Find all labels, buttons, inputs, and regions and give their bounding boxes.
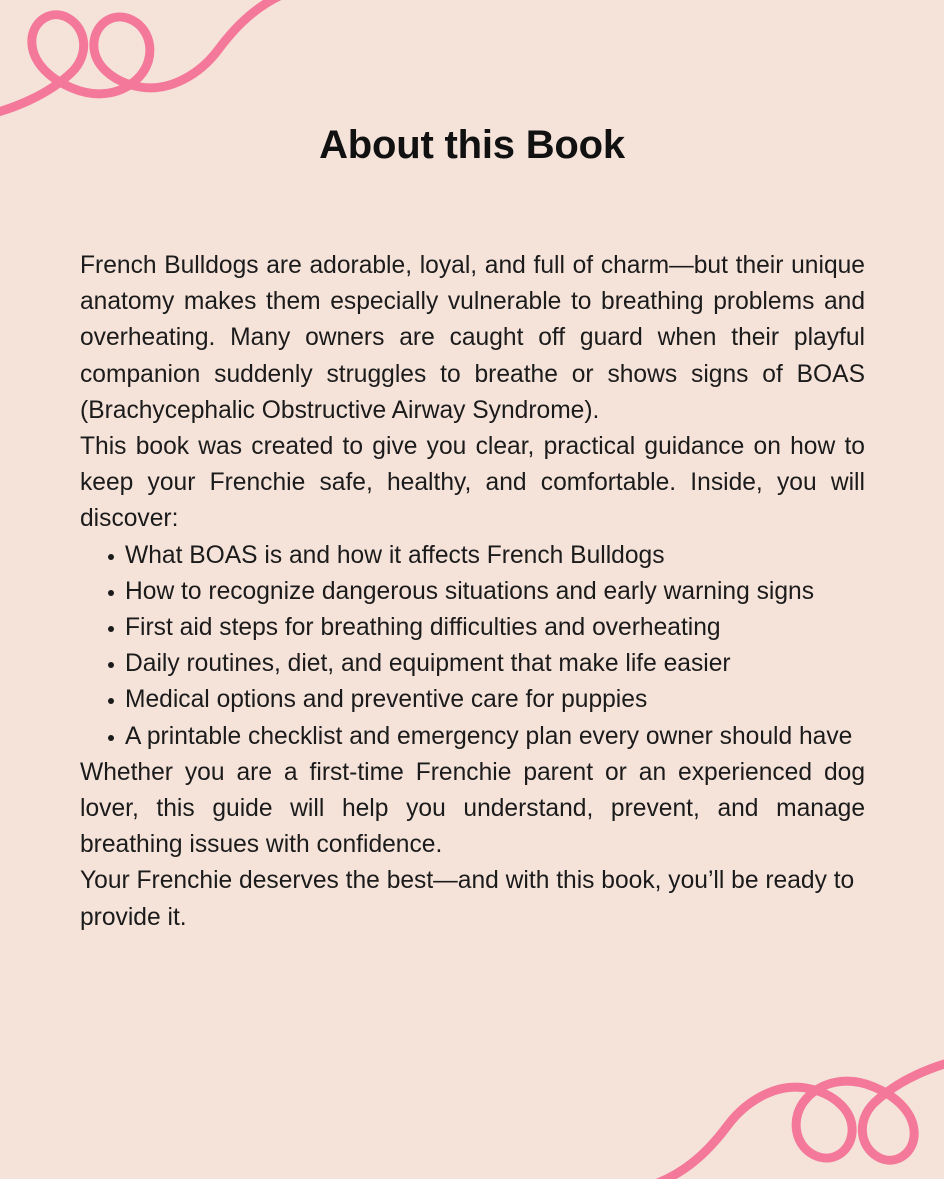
closing-paragraph: Your Frenchie deserves the best—and with this book, you’ll be ready to provide it. (80, 867, 855, 931)
page-title: About this Book (319, 122, 625, 167)
audience-paragraph: Whether you are a first-time Frenchie parent or an experienced dog lover, this guide will help you understand, prevent, and manage breathing issues with confidence. (80, 758, 865, 859)
list-item-label: A printable checklist and emergency plan every owner should have (125, 722, 853, 750)
list-item (80, 538, 865, 574)
intro-paragraph: French Bulldogs are adorable, loyal, and full of charm—but their unique anatomy makes them especially vulnerable to breathing problems and overheating. Many owners are caught off guard when their playful companion suddenly struggles to breathe or shows signs of BOAS (Brachycephalic Obstructive Airway Syndrome). (80, 252, 865, 424)
list-item-label: Medical options and preventive care for puppies (125, 686, 648, 714)
purpose-paragraph: This book was created to give you clear, practical guidance on how to keep your Frenchie safe, healthy, and comfortable. Inside, you will discover: (80, 433, 865, 533)
list-item-label: Daily routines, diet, and equipment that make life easier (125, 650, 731, 678)
about-this-book-content (80, 248, 865, 936)
list-item (80, 719, 865, 755)
list-item (80, 610, 865, 646)
contents-bullet-list (80, 538, 865, 755)
list-item (80, 574, 865, 610)
heart-swirl-decoration-bottom-right (632, 985, 944, 1179)
list-item-label: What BOAS is and how it affects French Bulldogs (125, 541, 665, 569)
list-item (80, 682, 865, 718)
list-item-label: First aid steps for breathing difficulties and overheating (125, 614, 721, 642)
list-item-label: How to recognize dangerous situations and early warning signs (125, 577, 815, 605)
list-item (80, 646, 865, 682)
